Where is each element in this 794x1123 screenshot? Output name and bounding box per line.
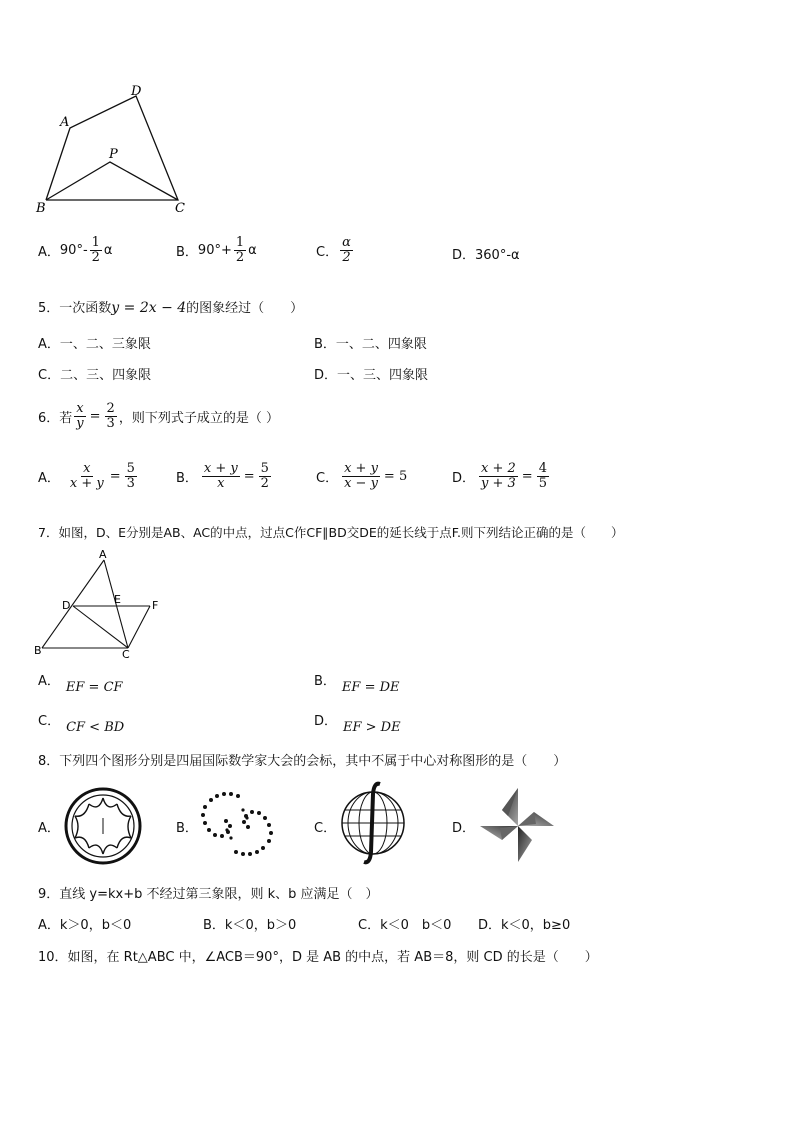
- label-p: P: [109, 147, 118, 162]
- q6-option-a[interactable]: A． $\frac{x}{x + y}$ = $\frac{5}{3}$: [38, 461, 135, 491]
- logo-pinwheel-icon: [478, 786, 556, 864]
- q7-option-d[interactable]: D． EF > DE: [314, 714, 401, 735]
- q5-question: 5．一次函数y = 2x − 4的图象经过（ ）: [38, 300, 304, 316]
- logo-globe-integral-icon: [336, 780, 410, 866]
- q9-option-c[interactable]: C．k＜0 b＜0: [358, 918, 452, 933]
- label-b: B: [36, 201, 46, 216]
- label-c: C: [122, 648, 130, 661]
- q8-question: 8．下列四个图形分别是四届国际数学家大会的会标，其中不属于中心对称图形的是（ ）: [38, 754, 567, 769]
- q4-option-d[interactable]: D．360°-α: [452, 248, 520, 263]
- q6-question: 6．若 $\frac{x}{y}$ = $\frac{2}{3}$ ，则下列式子成立的是（ ）: [38, 401, 279, 431]
- label-d: D: [131, 84, 142, 99]
- q8-option-d[interactable]: D．: [452, 821, 476, 836]
- q4-option-a[interactable]: A． 90°- $\frac{1}{2}$ α: [38, 235, 113, 265]
- q9-option-d[interactable]: D．k＜0，b≥0: [478, 918, 571, 933]
- q9-question: 9．直线 y=kx+b 不经过第三象限，则 k、b 应满足（ ）: [38, 887, 379, 902]
- q5-option-d[interactable]: D．一、三、四象限: [314, 368, 429, 383]
- label-a: A: [99, 548, 107, 561]
- q6-option-d[interactable]: D． $\frac{x + 2}{y + 3}$ = $\frac{4}{5}$: [452, 461, 547, 491]
- q8-option-a[interactable]: A．: [38, 821, 60, 836]
- label-b: B: [34, 644, 42, 657]
- q10-question: 10．如图，在 Rt△ABC 中，∠ACB＝90°，D 是 AB 的中点，若 AB＝8，则 CD 的长是（ ）: [38, 950, 598, 965]
- q7-option-c[interactable]: C． CF < BD: [38, 714, 125, 735]
- label-d: D: [62, 599, 71, 612]
- label-c: C: [175, 201, 185, 216]
- triangle-parallelogram-figure: [30, 548, 170, 663]
- q4-option-b[interactable]: B． 90°+ $\frac{1}{2}$ α: [176, 235, 257, 265]
- q7-option-a[interactable]: A． EF = CF: [38, 674, 123, 695]
- q9-option-b[interactable]: B．k＜0，b＞0: [203, 918, 297, 933]
- q7-question: 7．如图，D、E分别是AB、AC的中点，过点C作CF∥BD交DE的延长线于点F.则下列结论正确的是（ ）: [38, 525, 624, 540]
- q5-option-c[interactable]: C．二、三、四象限: [38, 368, 152, 383]
- q5-option-b[interactable]: B．一、二、四象限: [314, 337, 427, 352]
- label-f: F: [152, 599, 159, 612]
- q6-option-c[interactable]: C． $\frac{x + y}{x - y}$ = 5: [316, 461, 408, 491]
- q6-option-b[interactable]: B． $\frac{x + y}{x}$ = $\frac{5}{2}$: [176, 461, 269, 491]
- quadrilateral-figure: [30, 80, 200, 220]
- q9-option-a[interactable]: A．k＞0，b＜0: [38, 918, 132, 933]
- q8-option-b[interactable]: B．: [176, 821, 198, 836]
- logo-dotted-spiral-icon: [197, 786, 277, 862]
- q5-option-a[interactable]: A．一、二、三象限: [38, 337, 151, 352]
- label-e: E: [114, 593, 121, 606]
- q7-option-b[interactable]: B． EF = DE: [314, 674, 400, 695]
- q8-option-c[interactable]: C．: [314, 821, 337, 836]
- label-a: A: [60, 115, 70, 130]
- q4-option-c[interactable]: C． $\frac{\alpha}{2}$: [316, 235, 351, 265]
- logo-circle-arcs-icon: [63, 786, 143, 866]
